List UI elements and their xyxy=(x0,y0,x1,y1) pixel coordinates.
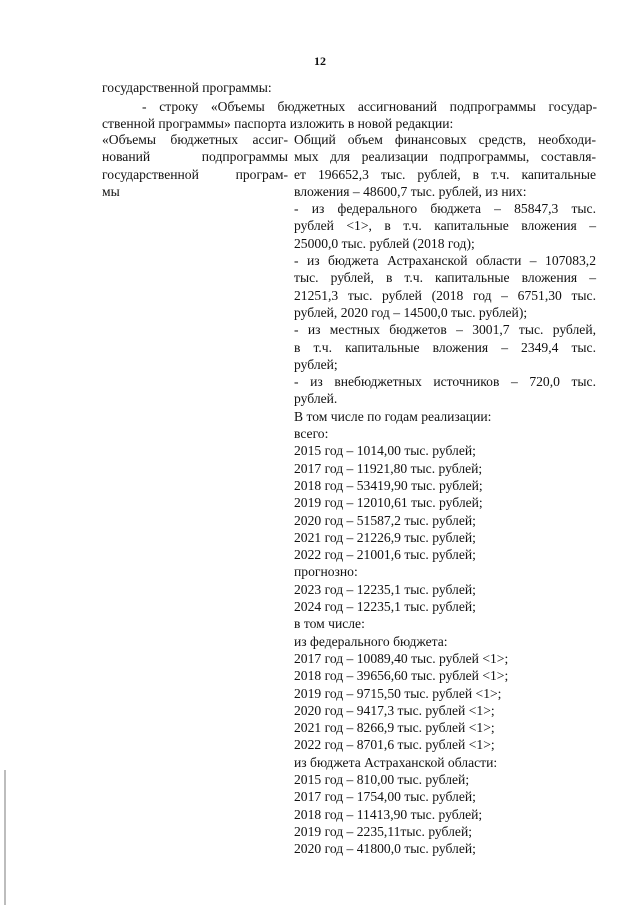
right-cell-line: 2020 год – 9417,3 тыс. рублей <1>; xyxy=(294,702,495,718)
right-cell-line: Общий объем финансовых средств, необходи- xyxy=(294,132,596,147)
right-cell-line: 2024 год – 12235,1 тыс. рублей; xyxy=(294,599,476,615)
right-cell-line: 2015 год – 1014,00 тыс. рублей; xyxy=(294,443,476,459)
scan-edge-mark xyxy=(4,770,6,905)
right-cell-line: 21251,3 тыс. рублей (2018 год – 6751,30 тыс. xyxy=(294,287,596,303)
right-cell-line: вложения – 48600,7 тыс. рублей, из них: xyxy=(294,183,527,199)
right-cell-line: 2022 год – 8701,6 тыс. рублей <1>; xyxy=(294,737,495,753)
right-cell-line: 2015 год – 810,00 тыс. рублей; xyxy=(294,771,470,787)
right-cell-line: 2017 год – 11921,80 тыс. рублей; xyxy=(294,460,483,476)
intro-line-1: государственной программы: xyxy=(102,80,272,95)
right-cell-line: 2019 год – 9715,50 тыс. рублей <1>; xyxy=(294,685,502,701)
right-cell-line: из федерального бюджета: xyxy=(294,633,448,649)
right-cell-line: 2019 год – 2235,11тыс. рублей; xyxy=(294,823,472,839)
right-cell-line: в т.ч. капитальные вложения – 2349,4 тыс. xyxy=(294,339,596,355)
right-cell-line: - из внебюджетных источников – 720,0 тыс. xyxy=(294,374,596,390)
right-cell-line: 2017 год – 1754,00 тыс. рублей; xyxy=(294,789,476,805)
right-cell-line: 25000,0 тыс. рублей (2018 год); xyxy=(294,235,475,251)
left-cell-line: нований подпрограммы xyxy=(102,149,288,165)
right-cell-line: мых для реализации подпрограммы, составля- xyxy=(294,149,596,165)
right-cell-line: 2021 год – 21226,9 тыс. рублей; xyxy=(294,529,476,545)
right-cell-line: - из федерального бюджета – 85847,3 тыс. xyxy=(294,201,596,217)
right-cell-line: 2019 год – 12010,61 тыс. рублей; xyxy=(294,495,483,511)
intro-line-2: - строку «Объемы бюджетных ассигнований подпрограммы государ- xyxy=(142,99,597,114)
right-cell-line: 2018 год – 53419,90 тыс. рублей; xyxy=(294,477,483,493)
right-cell-line: 2018 год – 11413,90 тыс. рублей; xyxy=(294,806,483,822)
right-cell-line: 2020 год – 41800,0 тыс. рублей; xyxy=(294,841,476,857)
table-right-cell xyxy=(294,131,596,857)
right-cell-line: 2020 год – 51587,2 тыс. рублей; xyxy=(294,512,476,528)
right-cell-line: рублей <1>, в т.ч. капитальные вложения – xyxy=(294,218,596,234)
right-cell-line: тыс. рублей, в т.ч. капитальные вложения – xyxy=(294,270,596,286)
left-cell-line: мы xyxy=(102,184,120,200)
right-cell-line: рублей, 2020 год – 14500,0 тыс. рублей); xyxy=(294,304,528,320)
table-left-cell xyxy=(102,131,288,201)
right-cell-line: 2021 год – 8266,9 тыс. рублей <1>; xyxy=(294,720,495,736)
right-cell-line: всего: xyxy=(294,426,329,442)
right-cell-line: - из бюджета Астраханской области – 107083,2 xyxy=(294,253,596,269)
right-cell-line: в том числе: xyxy=(294,616,365,632)
right-cell-line: из бюджета Астраханской области: xyxy=(294,754,498,770)
left-cell-line: «Объемы бюджетных ассиг- xyxy=(102,132,288,147)
right-cell-line: 2018 год – 39656,60 тыс. рублей <1>; xyxy=(294,668,509,684)
right-cell-line: - из местных бюджетов – 3001,7 тыс. рублей, xyxy=(294,322,596,338)
right-cell-line: В том числе по годам реализации: xyxy=(294,408,492,424)
right-cell-line: рублей; xyxy=(294,356,338,372)
right-cell-line: 2017 год – 10089,40 тыс. рублей <1>; xyxy=(294,650,509,666)
left-cell-line: государственной програм- xyxy=(102,166,288,182)
right-cell-line: рублей. xyxy=(294,391,338,407)
right-cell-line: прогнозно: xyxy=(294,564,358,580)
right-cell-line: 2023 год – 12235,1 тыс. рублей; xyxy=(294,581,476,597)
right-cell-line: ет 196652,3 тыс. рублей, в т.ч. капитальные xyxy=(294,166,596,182)
intro-line-3: ственной программы» паспорта изложить в новой редакции: xyxy=(102,116,454,131)
right-cell-line: 2022 год – 21001,6 тыс. рублей; xyxy=(294,547,476,563)
page-number: 12 xyxy=(314,54,326,68)
